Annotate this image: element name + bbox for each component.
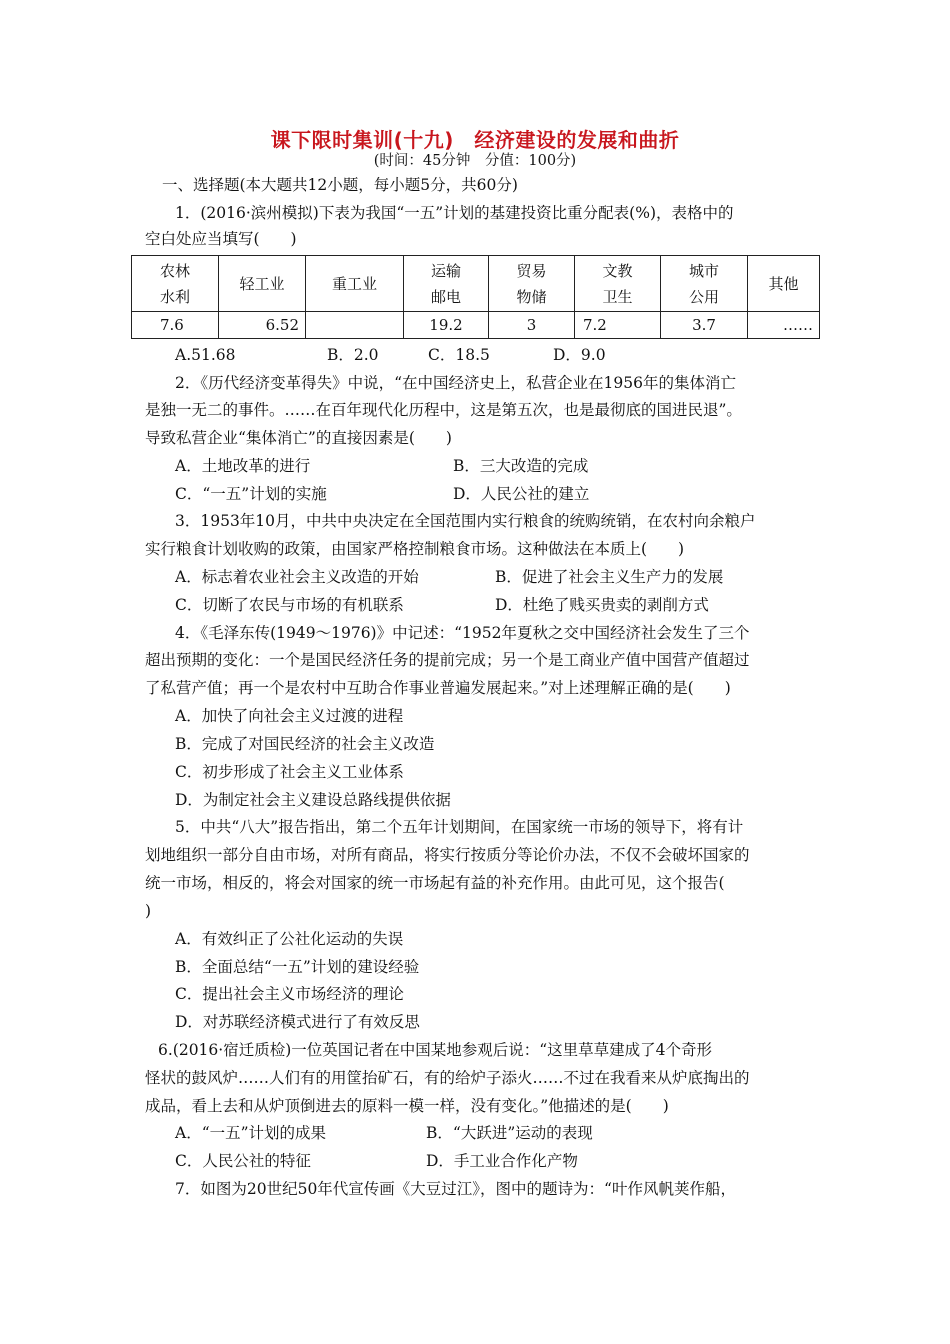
table-cell: 3 — [489, 312, 575, 339]
table-header-cell — [661, 256, 748, 312]
table-cell-blank — [306, 312, 404, 339]
q3-option-d: D．杜绝了贱买贵卖的剥削方式 — [495, 596, 709, 614]
header-text: 公用 — [688, 287, 719, 306]
page-title: 课下限时集训(十九) 经济建设的发展和曲折 — [270, 128, 680, 152]
q2-option-d: D．人民公社的建立 — [453, 485, 590, 503]
table-value-row — [132, 312, 820, 339]
q4-option-c: C．初步形成了社会主义工业体系 — [175, 763, 404, 781]
q1-option-c: C．18.5 — [428, 346, 490, 364]
q1-option-b: B．2.0 — [327, 346, 379, 364]
header-text: 物储 — [516, 287, 547, 306]
q5-stem-line: 5．中共“八大”报告指出，第二个五年计划期间，在国家统一市场的领导下，将有计 — [175, 818, 744, 836]
q2-stem-line: 导致私营企业“集体消亡”的直接因素是( ) — [145, 429, 452, 447]
table-header-cell — [575, 256, 661, 312]
q2-stem-line: 是独一无二的事件。……在百年现代化历程中，这是第五次，也是最彻底的国进民退”。 — [145, 401, 742, 419]
q1-stem-line: 1．(2016·滨州模拟)下表为我国“一五”计划的基建投资比重分配表(%)，表格中的 — [175, 204, 734, 222]
header-text: 贸易 — [516, 261, 547, 280]
table-header-cell — [404, 256, 489, 312]
q3-option-a: A．标志着农业社会主义改造的开始 — [175, 568, 419, 586]
header-text: 农林 — [159, 261, 190, 280]
q5-stem-line: 统一市场，相反的，将会对国家的统一市场起有益的补充作用。由此可见，这个报告( — [145, 874, 725, 892]
header-text: 城市 — [688, 261, 719, 280]
q6-option-c: C．人民公社的特征 — [175, 1152, 311, 1170]
q5-option-d: D．对苏联经济模式进行了有效反思 — [175, 1013, 420, 1031]
header-text: 水利 — [159, 287, 190, 306]
table-header-cell — [132, 256, 219, 312]
page-subtitle: (时间：45分钟 分值：100分) — [373, 153, 577, 169]
q6-option-d: D．手工业合作化产物 — [426, 1152, 578, 1170]
q6-option-b: B．“大跃进”运动的表现 — [426, 1124, 593, 1142]
q1-option-a: A.51.68 — [175, 346, 236, 364]
q4-stem-line: 了私营产值；再一个是农村中互助合作事业普遍发展起来。”对上述理解正确的是( ) — [145, 679, 731, 697]
header-text: 运输 — [430, 261, 461, 280]
q2-option-a: A．土地改革的进行 — [175, 457, 311, 475]
table-cell: 19.2 — [404, 312, 489, 339]
table-cell: …… — [748, 312, 820, 339]
table-cell: 6.52 — [219, 312, 306, 339]
table-header-cell — [489, 256, 575, 312]
table-header-cell — [219, 256, 306, 312]
q7-stem-line: 7．如图为20世纪50年代宣传画《大豆过江》，图中的题诗为：“叶作风帆荚作船， — [175, 1180, 736, 1198]
q4-option-b: B．完成了对国民经济的社会主义改造 — [175, 735, 435, 753]
q4-stem-line: 超出预期的变化：一个是国民经济任务的提前完成；另一个是工商业产值中国营产值超过 — [145, 651, 750, 669]
header-text: 卫生 — [602, 287, 633, 306]
q2-option-c: C．“一五”计划的实施 — [175, 485, 327, 503]
q5-option-a: A．有效纠正了公社化运动的失误 — [175, 930, 404, 948]
q5-option-c: C．提出社会主义市场经济的理论 — [175, 985, 404, 1003]
header-text: 邮电 — [430, 287, 461, 306]
header-text: 文教 — [602, 261, 633, 280]
table-cell: 3.7 — [661, 312, 748, 339]
header-text: 重工业 — [331, 274, 377, 293]
header-text: 轻工业 — [239, 274, 285, 293]
table-header-cell — [748, 256, 820, 312]
header-text: 其他 — [768, 274, 799, 293]
q5-stem-line: ) — [145, 902, 152, 920]
table-cell: 7.2 — [575, 312, 661, 339]
q6-stem-line: 怪状的鼓风炉……人们有的用筐抬矿石，有的给炉子添火……不过在我看来从炉底掏出的 — [145, 1069, 750, 1087]
q3-stem-line: 3．1953年10月，中共中央决定在全国范围内实行粮食的统购统销，在农村向余粮户 — [175, 512, 756, 530]
q4-option-a: A．加快了向社会主义过渡的进程 — [175, 707, 404, 725]
q3-option-c: C．切断了农民与市场的有机联系 — [175, 596, 404, 614]
q6-stem-line: 6.(2016·宿迁质检)一位英国记者在中国某地参观后说：“这里草草建成了4个奇形 — [158, 1041, 713, 1059]
table-header-cell — [306, 256, 404, 312]
q5-option-b: B．全面总结“一五”计划的建设经验 — [175, 958, 420, 976]
investment-table — [131, 255, 820, 339]
q4-stem-line: 4．《毛泽东传(1949～1976)》中记述：“1952年夏秋之交中国经济社会发生了三个 — [175, 624, 750, 642]
q1-option-d: D．9.0 — [553, 346, 606, 364]
q1-stem-line: 空白处应当填写( ) — [145, 230, 297, 248]
q3-option-b: B．促进了社会主义生产力的发展 — [495, 568, 724, 586]
q2-stem-line: 2．《历代经济变革得失》中说，“在中国经济史上，私营企业在1956年的集体消亡 — [175, 374, 736, 392]
q4-option-d: D．为制定社会主义建设总路线提供依据 — [175, 791, 451, 809]
q5-stem-line: 划地组织一部分自由市场，对所有商品，将实行按质分等论价办法，不仅不会破坏国家的 — [145, 846, 750, 864]
q3-stem-line: 实行粮食计划收购的政策，由国家严格控制粮食市场。这种做法在本质上( ) — [145, 540, 685, 558]
table-header-row — [132, 256, 820, 312]
section-heading: 一、选择题(本大题共12小题，每小题5分，共60分) — [162, 176, 518, 194]
q6-stem-line: 成品，看上去和从炉顶倒进去的原料一模一样，没有变化。”他描述的是( ) — [145, 1097, 669, 1115]
q2-option-b: B．三大改造的完成 — [453, 457, 589, 475]
table-cell: 7.6 — [132, 312, 219, 339]
q6-option-a: A．“一五”计划的成果 — [175, 1124, 327, 1142]
